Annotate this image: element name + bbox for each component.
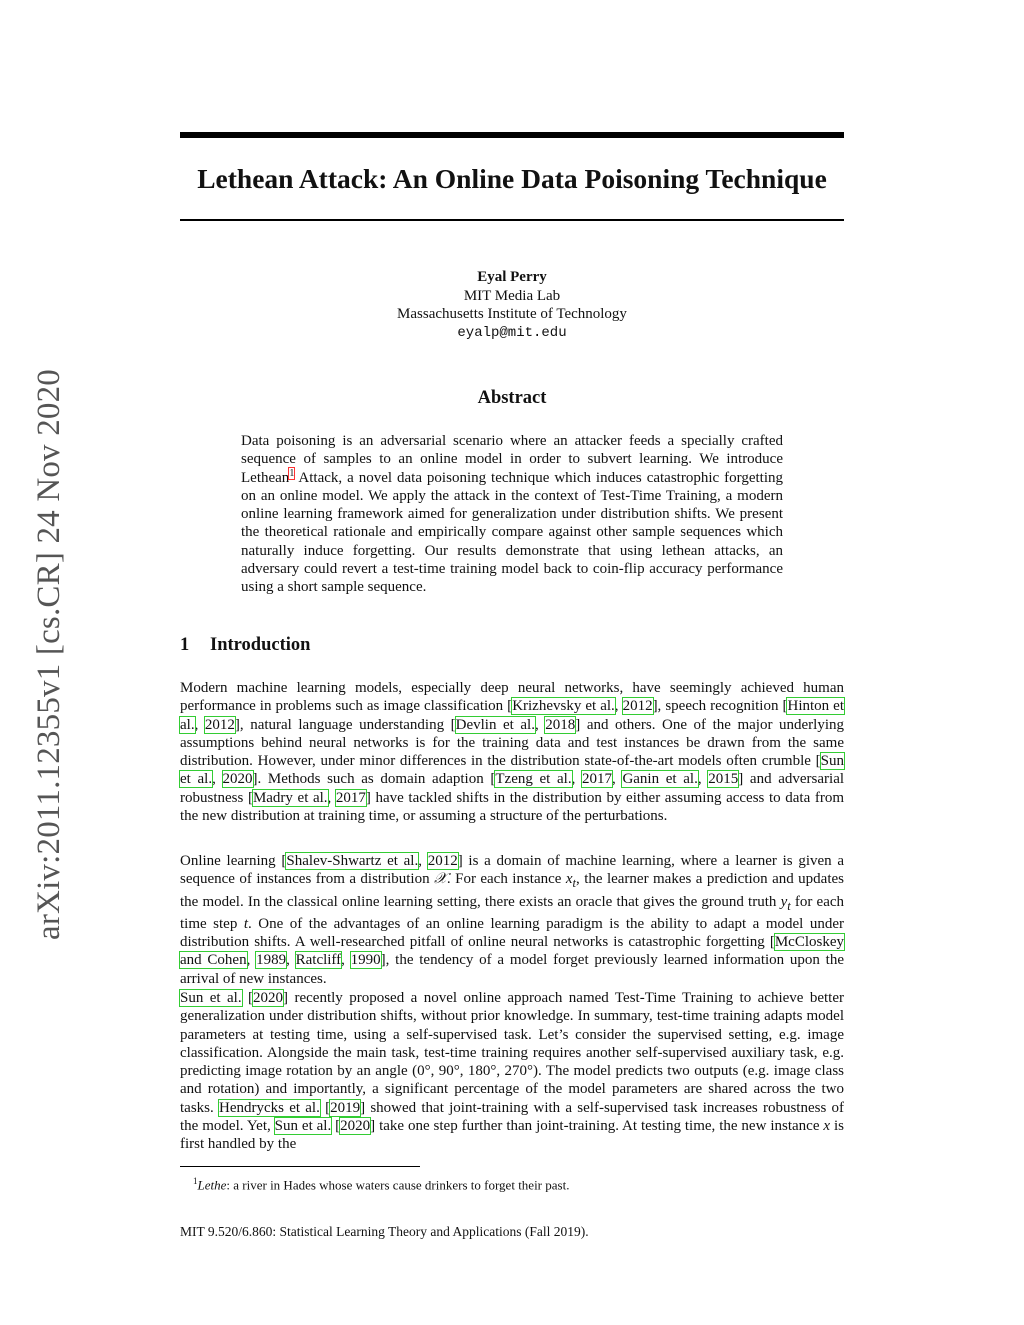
citation-link[interactable]: Tzeng et al. <box>495 771 572 788</box>
footnote-term: Lethe <box>197 1177 227 1193</box>
citation-link[interactable]: Ratcliff <box>295 952 342 969</box>
citation-link[interactable]: Ganin et al. <box>622 771 698 788</box>
footnote-1-link[interactable]: 1 <box>289 467 295 479</box>
author-affiliation-lab: MIT Media Lab <box>463 287 561 304</box>
citation-year-link[interactable]: 2012 <box>204 716 235 733</box>
intro-paragraph-2: Online learning [Shalev-Shwartz et al., 2012] is a domain of machine learning, where a learner is given a sequence of instances from a distribution 𝒳. For each instance $x_t$, the learner makes a prediction and updates the model. In the classical online learning setting, there exists an oracle that gives the ground truth $y_t$ for each time step t. One of the advantages of an online learning paradigm is the ability to adapt a model under distribution shifts. A well-researched pitfall of online neural networks is catastrophic forgetting [McCloskey and Cohen, 1989, Ratcliff, 1990], the tendency of a model forget previously learned information upon the arrival of new instances. <box>180 853 845 987</box>
citation-year-link[interactable]: 2020 <box>253 990 284 1006</box>
footnote-text: : a river in Hades whose waters cause drinkers to forget their past. <box>226 1177 570 1193</box>
citation-year-link[interactable]: 2012 <box>622 698 653 715</box>
citation-link[interactable]: Sun et al. <box>180 990 242 1006</box>
citation-link[interactable]: Krizhevsky et al. <box>512 698 615 715</box>
arxiv-identifier-stamp: arXiv:2011.12355v1 [cs.CR] 24 Nov 2020 <box>31 368 67 940</box>
citation-year-link[interactable]: 1989 <box>256 952 287 969</box>
citation-year-link[interactable]: 2019 <box>330 1099 361 1116</box>
math-symbol: $y_t$ <box>780 893 791 913</box>
section-heading-introduction <box>180 635 310 656</box>
citation-year-link[interactable]: 2017 <box>335 789 366 806</box>
footnote-rule <box>180 1166 420 1167</box>
abstract-text: Data poisoning is an adversarial scenario where an attacker feeds a specially crafted sequence of samples to an online model in order to subvert learning. We introduce Lethean$^1$ Attack, a novel data poisoning technique which induces catastrophic forgetting on an online model. We apply the attack in the context of Test-Time Training, a modern online learning framework aimed for generalization under distribution shifts. We present the theoretical rationale and empirically compare against other sample sequences which naturally induce forgetting. Our results demonstrate that using lethean attacks, an adversary could revert a test-time training model back to coin-flip accuracy performance using a short sample sequence. <box>241 433 783 596</box>
citation-year-link[interactable]: 2018 <box>545 716 576 733</box>
citation-link[interactable]: Sun et al. <box>180 753 844 788</box>
intro-paragraph-3: Sun et al. [2020] recently proposed a novel online approach named Test-Time Training to achieve better generalization under distribution shifts, without prior knowledge. In summary, test-time training adapts model parameters at testing time, using a self-supervised task. Let’s consider the supervised setting, e.g. image classification. Alongside the main task, test-time training requires another self-supervised auxiliary task, e.g. predicting image rotation by an angle (0°, 90°, 180°, 270°). The model predicts two outputs (e.g. image class and rotation) and importantly, a significant percentage of the model parameters are shared across the two tasks. Hendrycks et al. [2019] showed that joint-training with a self-supervised task increases robustness of the model. Yet, Sun et al. [2020] take one step further than joint-training. At testing time, the new instance x is first handled by the <box>180 990 845 1153</box>
math-symbol: 𝒳 <box>434 871 447 888</box>
venue-line: MIT 9.520/6.860: Statistical Learning Theory and Applications (Fall 2019). <box>180 1224 589 1239</box>
citation-link[interactable]: Sun et al. <box>274 1118 332 1135</box>
citation-link[interactable]: Devlin et al. <box>455 716 535 733</box>
citation-link[interactable]: McCloskey and Cohen <box>180 934 844 969</box>
math-symbol: t <box>243 915 249 932</box>
citation-year-link[interactable]: 2017 <box>582 771 613 788</box>
author-email[interactable]: eyalp@mit.edu <box>457 324 567 341</box>
author-name: Eyal Perry <box>477 269 547 285</box>
citation-link[interactable]: Madry et al. <box>252 789 328 806</box>
citation-link[interactable]: Hendrycks et al. <box>219 1099 320 1116</box>
math-symbol: x <box>823 1118 831 1135</box>
footnote-mark: 1 <box>193 1176 198 1186</box>
citation-year-link[interactable]: 2015 <box>708 771 739 788</box>
citation-year-link[interactable]: 1990 <box>350 952 381 969</box>
section-number: 1 <box>180 635 190 655</box>
title-bottom-rule <box>180 219 844 221</box>
citation-link[interactable]: Hinton et al. <box>180 698 844 733</box>
footnote-1 <box>193 1173 569 1193</box>
author-block <box>180 268 844 342</box>
paper-title: Lethean Attack: An Online Data Poisoning Technique <box>197 163 827 194</box>
section-title: Introduction <box>210 635 311 655</box>
intro-paragraph-1: Modern machine learning models, especially deep neural networks, have seemingly achieved human performance in problems such as image classification [Krizhevsky et al., 2012], speech recognition [Hinton et al., 2012], natural language understanding [Devlin et al., 2018] and others. One of the major underlying assumptions behind neural networks is for the training data and test instances be drawn from the same distribution. However, under minor differences in the distribution state-of-the-art models often crumble [Sun et al., 2020]. Methods such as domain adaption [Tzeng et al., 2017, Ganin et al., 2015] and adversarial robustness [Madry et al., 2017] have tackled shifts in the distribution by either assuming access to data from the new distribution at training time, or assuming a structure of the perturbations. <box>180 680 845 825</box>
abstract-heading: Abstract <box>477 388 547 408</box>
citation-year-link[interactable]: 2020 <box>222 771 253 788</box>
math-symbol: $x_t$ <box>565 871 577 891</box>
author-affiliation-institute: Massachusetts Institute of Technology <box>397 306 627 322</box>
title-top-rule <box>180 132 844 138</box>
citation-link[interactable]: Shalev-Shwartz et al. <box>286 853 419 869</box>
citation-year-link[interactable]: 2020 <box>340 1118 371 1135</box>
citation-year-link[interactable]: 2012 <box>427 853 458 869</box>
